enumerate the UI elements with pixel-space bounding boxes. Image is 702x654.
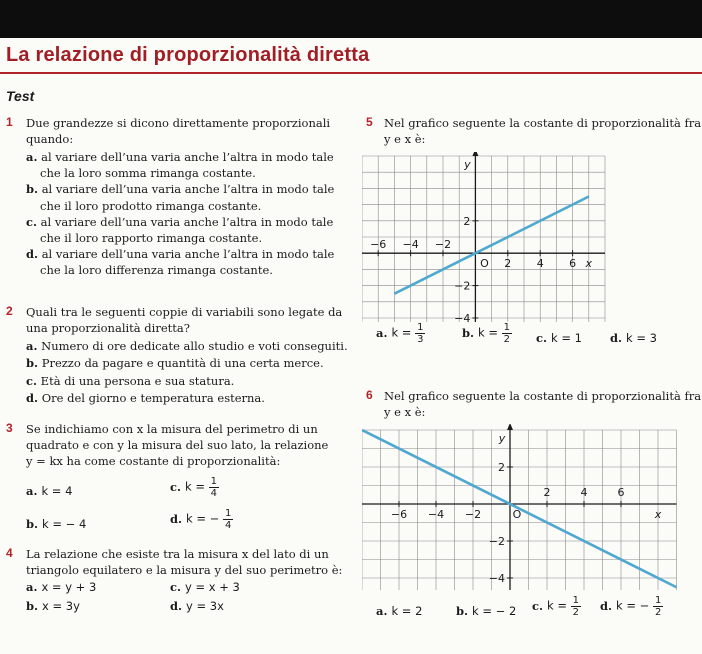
option-text: k = − bbox=[616, 598, 650, 613]
q6-option-a[interactable] bbox=[376, 604, 422, 618]
option-text: k = bbox=[391, 325, 412, 340]
x-tick-label: O bbox=[512, 508, 522, 521]
q5-stem-line: y e x è: bbox=[384, 132, 426, 147]
option-text: y = x + 3 bbox=[185, 580, 240, 594]
q3-option-b[interactable] bbox=[26, 517, 86, 531]
fraction bbox=[223, 508, 233, 531]
q3-question bbox=[26, 421, 356, 470]
fraction-denominator: 4 bbox=[210, 488, 217, 499]
option-text: k = bbox=[547, 598, 567, 613]
q3-option-c[interactable] bbox=[170, 476, 219, 499]
option-letter: b. bbox=[26, 356, 39, 371]
q2-stem-line: Quali tra le seguenti coppie di variabili sono legate da bbox=[26, 305, 343, 319]
option-text: k = − bbox=[186, 511, 220, 526]
title-divider bbox=[0, 72, 702, 74]
q1-option-c-cont: che il loro rapporto rimanga costante. bbox=[40, 231, 263, 246]
q3-stem-line: Se indichiamo con x la misura del perimetro di un bbox=[26, 422, 318, 436]
q6-number: 6 bbox=[366, 388, 373, 402]
option-text: Prezzo da pagare e quantità di una certa merce. bbox=[41, 356, 324, 371]
y-axis-label: y bbox=[498, 432, 506, 445]
q5-number: 5 bbox=[366, 115, 373, 129]
x-axis-label: x bbox=[585, 257, 593, 271]
y-tick-label: −2 bbox=[454, 279, 471, 293]
option-letter: a. bbox=[376, 604, 388, 618]
q1-option-b[interactable] bbox=[26, 181, 356, 197]
option-letter: a. bbox=[26, 150, 38, 164]
option-letter: d. bbox=[26, 247, 39, 262]
option-letter: d. bbox=[26, 390, 39, 405]
q2-option-d[interactable] bbox=[26, 390, 356, 407]
q5-option-a[interactable] bbox=[376, 322, 425, 345]
q5-option-d[interactable] bbox=[610, 331, 657, 345]
option-letter: a. bbox=[26, 580, 38, 594]
q3-stem-line: y = kx ha come costante di proporzionalità: bbox=[26, 454, 281, 469]
q6-question bbox=[384, 388, 702, 420]
fraction bbox=[415, 322, 425, 345]
option-text: k = 2 bbox=[391, 604, 423, 618]
x-tick-label: −2 bbox=[464, 508, 482, 521]
fraction bbox=[209, 476, 219, 499]
option-text: k = − 2 bbox=[472, 604, 517, 618]
y-tick-label: −4 bbox=[454, 312, 471, 322]
y-tick-label: −4 bbox=[488, 572, 505, 585]
option-letter: b. bbox=[26, 517, 39, 531]
x-tick-label: −6 bbox=[370, 238, 387, 252]
q5-question bbox=[384, 115, 702, 147]
option-text: k = 4 bbox=[41, 484, 73, 498]
q1-option-a[interactable] bbox=[26, 149, 356, 165]
option-letter: a. bbox=[26, 339, 38, 353]
q6-option-c[interactable] bbox=[532, 595, 581, 618]
y-tick-label: −2 bbox=[488, 535, 505, 548]
q1-options bbox=[26, 149, 356, 279]
q4-number: 4 bbox=[6, 546, 13, 560]
fraction-numerator: 1 bbox=[210, 476, 217, 487]
q3-number: 3 bbox=[6, 421, 13, 435]
q3-option-a[interactable] bbox=[26, 484, 72, 498]
fraction bbox=[571, 595, 581, 618]
q2-option-a[interactable] bbox=[26, 338, 356, 355]
option-text: k = 3 bbox=[626, 331, 657, 345]
q4-option-a[interactable] bbox=[26, 580, 96, 594]
option-letter: d. bbox=[600, 598, 613, 613]
x-tick-label: 4 bbox=[580, 486, 588, 499]
option-letter: b. bbox=[462, 325, 475, 340]
option-letter: d. bbox=[170, 511, 183, 526]
q2-number: 2 bbox=[6, 304, 13, 318]
option-text: y = 3x bbox=[186, 599, 224, 613]
q1-option-d-cont: che la loro differenza rimanga costante. bbox=[40, 263, 273, 278]
fraction-denominator: 2 bbox=[572, 607, 579, 618]
q4-stem-line: La relazione che esiste tra la misura x del lato di un bbox=[26, 547, 329, 561]
q2-option-b[interactable] bbox=[26, 355, 356, 372]
q2-options bbox=[26, 338, 356, 407]
q4-stem-line: triangolo equilatero e la misura y del suo perimetro è: bbox=[26, 563, 343, 578]
q6-stem-line: Nel grafico seguente la costante di proporzionalità fra bbox=[384, 389, 702, 403]
q5-option-c[interactable] bbox=[536, 331, 582, 345]
q1-option-d[interactable] bbox=[26, 246, 356, 262]
option-letter: c. bbox=[536, 331, 548, 345]
option-letter: c. bbox=[532, 598, 544, 613]
option-text: k = bbox=[185, 479, 205, 494]
fraction bbox=[502, 322, 512, 345]
q4-question bbox=[26, 546, 356, 578]
option-letter: c. bbox=[170, 580, 182, 594]
fraction-denominator: 2 bbox=[503, 334, 511, 345]
q6-stem-line: y e x è: bbox=[384, 405, 426, 420]
option-letter: b. bbox=[26, 182, 39, 197]
option-text: x = 3y bbox=[42, 599, 80, 613]
fraction-numerator: 1 bbox=[654, 595, 662, 606]
option-letter: d. bbox=[170, 599, 183, 613]
option-text: al variare dell’una varia anche l’altra in modo tale bbox=[40, 214, 334, 229]
x-tick-label: 4 bbox=[536, 257, 544, 271]
q4-option-c[interactable] bbox=[170, 580, 240, 594]
q2-option-c[interactable] bbox=[26, 373, 356, 390]
x-tick-label: −4 bbox=[427, 508, 445, 521]
x-tick-label: 2 bbox=[543, 486, 551, 499]
option-text: k = 1 bbox=[551, 331, 582, 345]
q1-question bbox=[26, 115, 346, 147]
q1-option-b-cont: che il loro prodotto rimanga costante. bbox=[40, 198, 262, 213]
option-text: x = y + 3 bbox=[41, 580, 97, 594]
option-letter: c. bbox=[26, 214, 38, 229]
q5-stem-line: Nel grafico seguente la costante di proporzionalità fra bbox=[384, 116, 702, 130]
q4-option-d[interactable] bbox=[170, 599, 224, 613]
q3-stem-line: quadrato e con y la misura del suo lato, la relazione bbox=[26, 438, 329, 453]
x-tick-label: −6 bbox=[390, 508, 408, 521]
option-text: k = − 4 bbox=[42, 517, 87, 531]
chart-q5 bbox=[362, 152, 702, 322]
fraction-numerator: 1 bbox=[417, 322, 424, 333]
fraction-denominator: 2 bbox=[654, 607, 662, 618]
option-text: Numero di ore dedicate allo studio e voti conseguiti. bbox=[41, 339, 348, 353]
option-text: Età di una persona e sua statura. bbox=[40, 373, 235, 388]
q5-option-b[interactable] bbox=[462, 322, 512, 345]
option-text: k = bbox=[478, 325, 498, 340]
q6-option-d[interactable] bbox=[600, 595, 663, 618]
y-tick-label: 2 bbox=[463, 214, 471, 228]
x-axis-label: x bbox=[654, 508, 662, 521]
q2-question bbox=[26, 304, 356, 336]
fraction-numerator: 1 bbox=[503, 322, 511, 333]
option-letter: a. bbox=[26, 484, 38, 498]
option-text: al variare dell’una varia anche l’altra in modo tale bbox=[41, 150, 334, 164]
y-tick-label: 2 bbox=[498, 461, 505, 474]
top-bar bbox=[0, 0, 702, 38]
q6-option-b[interactable] bbox=[456, 604, 516, 618]
option-letter: b. bbox=[26, 599, 39, 613]
x-tick-label: O bbox=[480, 257, 489, 271]
fraction-numerator: 1 bbox=[224, 508, 232, 519]
chart-q6 bbox=[362, 424, 702, 590]
option-letter: d. bbox=[610, 331, 623, 345]
q1-option-c[interactable] bbox=[26, 214, 356, 230]
fraction-denominator: 4 bbox=[224, 520, 232, 531]
x-tick-label: 2 bbox=[504, 257, 512, 271]
q1-number: 1 bbox=[6, 115, 13, 129]
option-letter: c. bbox=[26, 373, 38, 388]
y-axis-arrow-icon bbox=[472, 152, 478, 156]
x-tick-label: 6 bbox=[617, 486, 625, 499]
section-subtitle: Test bbox=[6, 88, 35, 104]
q1-stem-line: quando: bbox=[26, 132, 74, 147]
y-axis-label: y bbox=[464, 158, 471, 171]
x-tick-label: 6 bbox=[569, 257, 577, 271]
x-tick-label: −2 bbox=[434, 238, 452, 252]
page-title: La relazione di proporzionalità diretta bbox=[6, 44, 370, 66]
option-text: al variare dell’una varia anche l’altra in modo tale bbox=[41, 247, 335, 262]
option-text: al variare dell’una varia anche l’altra in modo tale bbox=[41, 182, 335, 197]
q1-option-a-cont: che la loro somma rimanga costante. bbox=[40, 166, 256, 181]
q3-option-d[interactable] bbox=[170, 508, 233, 531]
fraction-denominator: 3 bbox=[417, 334, 424, 345]
option-letter: c. bbox=[170, 479, 182, 494]
fraction bbox=[653, 595, 663, 618]
q1-stem-line: Due grandezze si dicono direttamente proporzionali bbox=[26, 116, 331, 130]
option-letter: a. bbox=[376, 325, 388, 340]
y-axis-arrow-icon bbox=[507, 424, 513, 430]
option-letter: b. bbox=[456, 604, 469, 618]
option-text: Ore del giorno e temperatura esterna. bbox=[41, 390, 265, 405]
fraction-numerator: 1 bbox=[572, 595, 579, 606]
q4-option-b[interactable] bbox=[26, 599, 80, 613]
q2-stem-line: una proporzionalità diretta? bbox=[26, 321, 190, 336]
x-tick-label: −4 bbox=[402, 238, 419, 252]
